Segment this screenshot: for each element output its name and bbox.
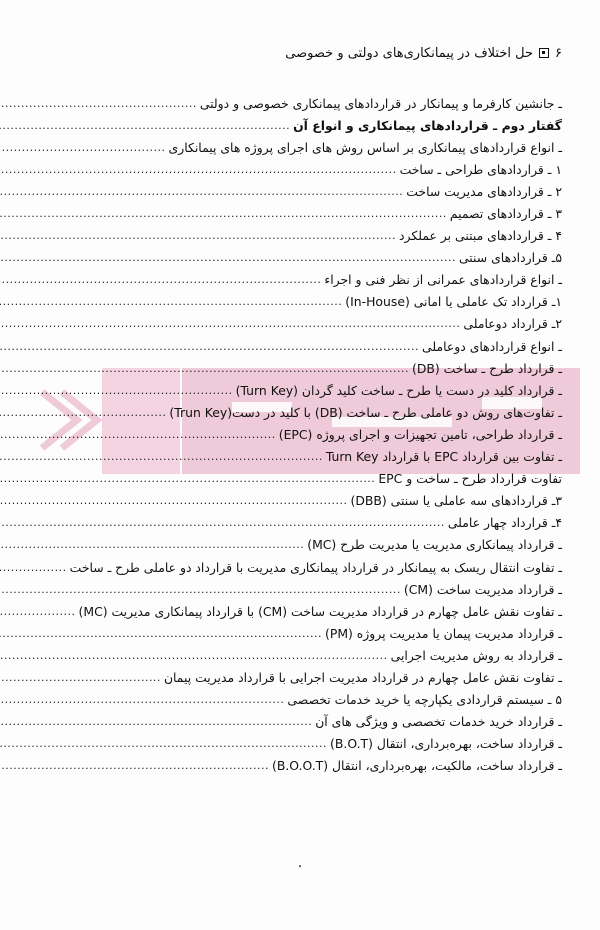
toc-entry [38,644,562,666]
toc-entry [38,666,562,688]
table-of-contents [38,92,562,777]
toc-leader-dots [0,737,327,750]
toc-entry-title: تفاوت قرارداد طرح ـ ساخت و EPC [378,471,562,487]
toc-entry [38,556,562,578]
toc-entry-title: ـ انواع قراردادهای دوعاملی [422,338,562,354]
toc-entry [38,225,562,247]
toc-entry-title: ـ تفاوت بین قرارداد EPC با قرارداد Turn Key [325,449,562,465]
toc-entry [38,92,562,114]
toc-leader-dots [0,428,276,441]
toc-leader-dots [0,406,166,419]
toc-entry [38,755,562,777]
toc-leader-dots [0,538,304,551]
toc-leader-dots [0,693,284,706]
toc-entry-title: ۵ـ قراردادهای سنتی [458,250,562,266]
toc-leader-dots [0,251,456,264]
toc-entry [38,622,562,644]
toc-leader-dots [0,472,375,485]
toc-leader-dots [0,561,67,574]
toc-leader-dots [0,605,76,618]
toc-entry [38,401,562,423]
toc-entry-title: ـ قرارداد خرید خدمات تخصصی و ویژگی های آن [315,714,562,730]
toc-entry-title: ـ قرارداد به روش مدیریت اجرایی [390,647,562,663]
toc-entry-title: ـ قرارداد طرح ـ ساخت (DB) [411,360,562,376]
toc-entry [38,468,562,490]
toc-leader-dots [0,340,419,353]
toc-entry-title: ـ انواع قراردادهای عمرانی از نظر فنی و اجراء [324,272,562,288]
toc-entry-title: ۱ـ قرارداد تک عاملی یا امانی (In-House) [345,294,562,310]
toc-entry-title: ـ قرارداد ساخت، مالکیت، بهره‌برداری، انتقال (B.O.O.T) [271,758,562,774]
toc-entry-title: ـ قرارداد ساخت، بهره‌برداری، انتقال (B.O.T) [330,736,562,752]
toc-entry-title: ـ تفاوت نقش عامل چهارم در قرارداد مدیریت اجرایی با قرارداد مدیریت پیمان [163,669,562,685]
toc-entry [38,180,562,202]
toc-leader-dots [0,185,403,198]
toc-entry [38,423,562,445]
toc-leader-dots [0,627,322,640]
toc-entry [38,578,562,600]
toc-leader-dots [0,317,460,330]
toc-entry-title: ـ تفاوت انتقال ریسک به پیمانکار در قرارداد پیمانکاری مدیریت با قرارداد دو عاملی طرح ـ ساخت [69,559,562,575]
toc-entry [38,202,562,224]
toc-entry [38,379,562,401]
toc-entry [38,357,562,379]
toc-entry [38,600,562,622]
toc-entry [38,512,562,534]
page-number: ۶ [555,45,562,61]
toc-entry [38,689,562,711]
toc-leader-dots [0,97,197,110]
toc-leader-dots [0,583,401,596]
toc-entry-title: ـ انواع قراردادهای پیمانکاری بر اساس روش های اجرای پروژه های پیمانکاری [168,139,562,155]
toc-entry [38,136,562,158]
toc-entry-title: ۳ ـ قراردادهای تصمیم [449,206,562,222]
toc-entry [38,269,562,291]
toc-leader-dots [0,715,312,728]
toc-entry [38,247,562,269]
toc-leader-dots [0,273,321,286]
toc-leader-dots [0,295,342,308]
toc-entry-title: ۴ـ قرارداد چهار عاملی [447,515,562,531]
toc-entry-title: ـ قرارداد پیمانکاری مدیریت یا مدیریت طرح (MC) [307,537,562,553]
toc-entry [38,291,562,313]
running-title: حل اختلاف در پیمانکاری‌های دولتی و خصوصی [285,45,534,61]
toc-entry-title: ۲ ـ قراردادهای مدیریت ساخت [406,183,562,199]
toc-leader-dots [0,141,166,154]
toc-leader-dots [0,494,348,507]
toc-leader-dots [0,450,323,463]
toc-entry-title: ـ قرارداد طراحی، تامین تجهیزات و اجرای پروژه (EPC) [278,426,562,442]
toc-entry-title: ـ قرارداد کلید در دست یا طرح ـ ساخت کلید گردان (Turn Key) [235,382,562,398]
toc-entry-title: ۳ـ قراردادهای سه عاملی یا سنتی (DBB) [350,493,562,509]
toc-entry [38,733,562,755]
square-bullet-icon [539,48,549,58]
toc-entry-title: ۴ ـ قراردادهای مبتنی بر عملکرد [399,228,562,244]
toc-leader-dots [0,759,269,772]
toc-leader-dots [0,671,161,684]
toc-entry-title: ۲ـ قرارداد دوعاملی [463,316,562,332]
toc-leader-dots [0,362,409,375]
toc-entry-title: ـ تفاوت نقش عامل چهارم در قرارداد مدیریت ساخت (CM) با قرارداد پیمانکاری مدیریت (MC) [78,603,562,619]
toc-leader-dots [0,649,388,662]
toc-entry-title: گفتار دوم ـ قراردادهای پیمانکاری و انواع آن [293,117,562,133]
running-header [38,42,562,64]
toc-entry [38,335,562,357]
toc-entry-title: ـ قرارداد مدیریت ساخت (CM) [403,581,562,597]
toc-leader-dots [0,207,447,220]
toc-leader-dots [0,119,290,132]
toc-leader-dots [0,229,396,242]
toc-entry [38,490,562,512]
footer-mark: ۰ [296,858,304,874]
toc-entry-title: ـ جانشین کارفرما و پیمانکار در قراردادهای پیمانکاری خصوصی و دولتی [199,95,562,111]
toc-entry-title: ۱ ـ قراردادهای طراحی ـ ساخت [399,161,562,177]
toc-entry [38,158,562,180]
toc-entry [38,711,562,733]
toc-entry-title: ـ تفاوت‌های روش دو عاملی طرح ـ ساخت (DB) با کلید در دست(Trun Key) [169,404,562,420]
toc-entry [38,114,562,136]
toc-leader-dots [0,163,397,176]
toc-entry-title: ـ قرارداد مدیریت پیمان یا مدیریت پروژه (PM) [325,625,562,641]
toc-entry [38,446,562,468]
toc-leader-dots [0,516,445,529]
toc-entry [38,313,562,335]
toc-entry-title: ۵ ـ سیستم قراردادی یکپارچه یا خرید خدمات تخصصی [287,692,562,708]
toc-entry [38,534,562,556]
toc-leader-dots [0,384,233,397]
